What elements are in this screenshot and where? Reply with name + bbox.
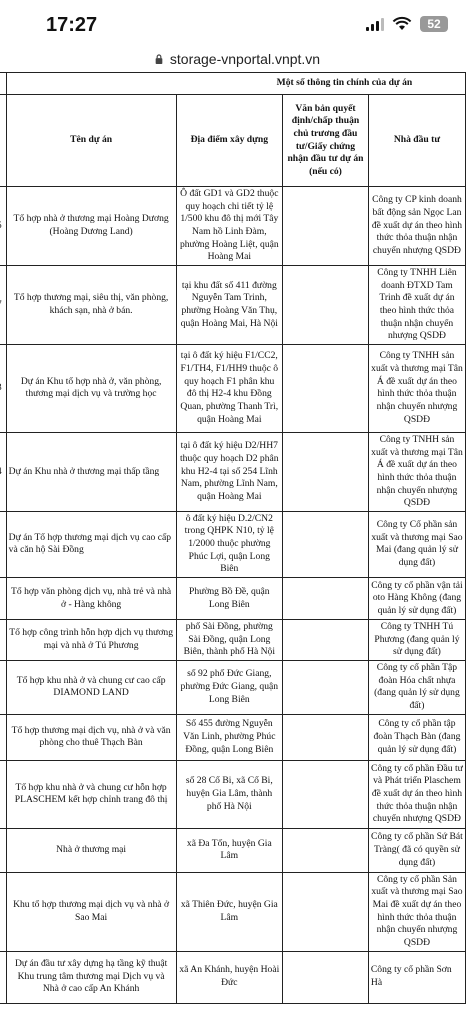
project-location: số 92 phố Đức Giang, phường Đức Giang, quận Long Biên xyxy=(176,661,282,715)
document-header: Văn bản quyết định/chấp thuận chủ trương đầu tư/Giấy chứng nhận đầu tư dự án (nếu có) xyxy=(283,95,369,187)
location-header: Địa điểm xây dựng xyxy=(176,95,282,187)
table-row xyxy=(0,828,466,872)
project-location: phố Sài Đồng, phường Sài Đồng, quận Long Biên, thành phố Hà Nội xyxy=(176,620,282,661)
address-bar[interactable] xyxy=(0,48,474,70)
project-location: xã Đa Tốn, huyện Gia Lâm xyxy=(176,828,282,872)
table-row xyxy=(0,265,466,344)
clock: 17:27 xyxy=(46,14,98,36)
project-location: xã Thiên Đức, huyện Gia Lâm xyxy=(176,872,282,951)
project-name: Tổ hợp văn phòng dịch vụ, nhà trẻ và nhà ở - Hàng không xyxy=(6,578,176,620)
status-bar xyxy=(0,0,474,48)
project-name: Tổ hợp thương mại dịch vụ, nhà ở và văn phòng cho thuê Thạch Bàn xyxy=(6,714,176,760)
project-document xyxy=(283,432,369,511)
project-document xyxy=(283,951,369,1003)
project-name: Tổ hợp thương mại, siêu thị, văn phòng, khách sạn, nhà ở bán. xyxy=(6,265,176,344)
table-row xyxy=(0,760,466,828)
status-icons xyxy=(366,16,448,32)
battery-icon: 52 xyxy=(420,16,448,32)
table-row xyxy=(0,620,466,661)
project-investor: Công ty cổ phần Sản xuất và thương mại Sao Mai đề xuất dự án theo hình thức thỏa thuận nhận chuyển nhượng QSDĐ xyxy=(368,872,465,951)
name-header: Tên dự án xyxy=(6,95,176,187)
table-row xyxy=(0,578,466,620)
project-document xyxy=(283,872,369,951)
document-viewer[interactable] xyxy=(0,72,474,1024)
project-name: Tổ hợp khu nhà ở và chung cư hỗn hợp PLASCHEM kết hợp chỉnh trang đô thị xyxy=(6,760,176,828)
table-row xyxy=(0,714,466,760)
project-investor: Công ty TNHH Liên doanh ĐTXD Tam Trinh đề xuất dự án theo hình thức thỏa thuận nhận chuyển nhượng QSDĐ xyxy=(368,265,465,344)
project-name: Nhà ở thương mại xyxy=(6,828,176,872)
project-document xyxy=(283,620,369,661)
project-document xyxy=(283,265,369,344)
project-location: số 28 Cổ Bi, xã Cổ Bi, huyện Gia Lâm, thành phố Hà Nội xyxy=(176,760,282,828)
lock-icon xyxy=(154,54,164,64)
url-text[interactable]: storage-vnportal.vnpt.vn xyxy=(169,51,321,67)
project-name: Dự án Khu tổ hợp nhà ở, văn phòng, thương mại dịch vụ và trường học xyxy=(6,344,176,432)
table-row xyxy=(0,187,466,266)
project-investor: Công ty TNHH Tú Phương (đang quản lý sử dụng đất) xyxy=(368,620,465,661)
table-row xyxy=(0,432,466,511)
project-location: ô đất ký hiệu D.2/CN2 trong QHPK N10, tỷ lệ 1/2000 thuộc phường Phúc Lợi, quận Long Biên xyxy=(176,511,282,577)
project-document xyxy=(283,714,369,760)
project-location: Số 455 đường Nguyễn Văn Linh, phường Phúc Đồng, quận Long Biên xyxy=(176,714,282,760)
project-location: tại khu đất số 411 đường Nguyễn Tam Trinh, phường Hoàng Văn Thụ, quận Hoàng Mai, Hà Nội xyxy=(176,265,282,344)
table-row xyxy=(0,872,466,951)
wifi-icon xyxy=(392,17,412,31)
project-document xyxy=(283,661,369,715)
project-investor: Công ty TNHH sản xuất và thương mại Tân Á đề xuất dự án theo hình thức thỏa thuận nhận chuyển nhượng QSDĐ xyxy=(368,344,465,432)
project-name: Khu tổ hợp thương mại dịch vụ và nhà ở Sao Mai xyxy=(6,872,176,951)
project-name: Dự án Tổ hợp thương mại dịch vụ cao cấp và căn hộ Sài Đồng xyxy=(6,511,176,577)
project-document xyxy=(283,828,369,872)
project-document xyxy=(283,760,369,828)
project-location: tại ô đất ký hiệu D2/HH7 thuộc quy hoạch D2 phân khu H2-4 tại số 254 Lĩnh Nam, phường Lĩnh Nam, quận Hoàng Mai xyxy=(176,432,282,511)
project-document xyxy=(283,344,369,432)
project-document xyxy=(283,511,369,577)
project-location: Ô đất GD1 và GD2 thuộc quy hoạch chi tiết tỷ lệ 1/500 khu đô thị mới Tây Nam hồ Linh Đàm, phường Hoàng Liệt, quận Hoàng Mai xyxy=(176,187,282,266)
project-document xyxy=(283,187,369,266)
projects-table xyxy=(0,72,466,1004)
project-name: Dự án đầu tư xây dựng hạ tầng kỹ thuật Khu trung tâm thương mại Dịch vụ và Nhà ở cao cấp An Khánh xyxy=(6,951,176,1003)
project-location: Phường Bồ Đề, quận Long Biên xyxy=(176,578,282,620)
investor-header: Nhà đầu tư xyxy=(368,95,465,187)
cellular-signal-icon xyxy=(366,17,384,31)
project-investor: Công ty TNHH sản xuất và thương mại Tân Á đề xuất dự án theo hình thức thỏa thuận nhận chuyển nhượng QSDĐ xyxy=(368,432,465,511)
project-investor: Công ty Cổ phần sản xuất và thương mại Sao Mai (đang quản lý sử dụng đất) xyxy=(368,511,465,577)
project-name: Tổ hợp nhà ở thương mại Hoàng Dương (Hoàng Dương Land) xyxy=(6,187,176,266)
table-row xyxy=(0,661,466,715)
table-row xyxy=(0,511,466,577)
project-investor: Công ty cổ phần Tập đoàn Hóa chất nhựa (đang quản lý sử dụng đất) xyxy=(368,661,465,715)
table-row xyxy=(0,344,466,432)
project-location: xã An Khánh, huyện Hoài Đức xyxy=(176,951,282,1003)
project-investor: Công ty cổ phần vận tải oto Hàng Không (đang quản lý sử dụng đất) xyxy=(368,578,465,620)
project-name: Dự án Khu nhà ở thương mại thấp tầng xyxy=(6,432,176,511)
project-location: tại ô đất ký hiệu F1/CC2, F1/TH4, F1/HH9 thuộc ô quy hoạch F1 phân khu đô thị H2-4 khu Đồng Quan, phường Thanh Trì, quận Hoàng Mai xyxy=(176,344,282,432)
project-investor: Công ty cổ phần tập đoàn Thạch Bàn (đang quản lý sử dụng đất) xyxy=(368,714,465,760)
table-row xyxy=(0,951,466,1003)
project-investor: Công ty cổ phần Sứ Bát Tràng( đã có quyền sử dụng đất) xyxy=(368,828,465,872)
project-name: Tổ hợp công trình hỗn hợp dịch vụ thương mại và nhà ở Tú Phương xyxy=(6,620,176,661)
project-investor: Công ty cổ phần Đầu tư và Phát triển Plaschem đề xuất dự án theo hình thức thỏa thuận nhận chuyển nhượng QSDĐ xyxy=(368,760,465,828)
group-header: Một số thông tin chính của dự án xyxy=(6,73,465,95)
project-name: Tổ hợp khu nhà ở và chung cư cao cấp DIAMOND LAND xyxy=(6,661,176,715)
project-document xyxy=(283,578,369,620)
project-investor: Công ty cổ phần Sơn Hà xyxy=(368,951,465,1003)
project-investor: Công ty CP kinh doanh bất động sản Ngọc Lan đề xuất dự án theo hình thức thỏa thuận nhận chuyển nhượng QSDĐ xyxy=(368,187,465,266)
